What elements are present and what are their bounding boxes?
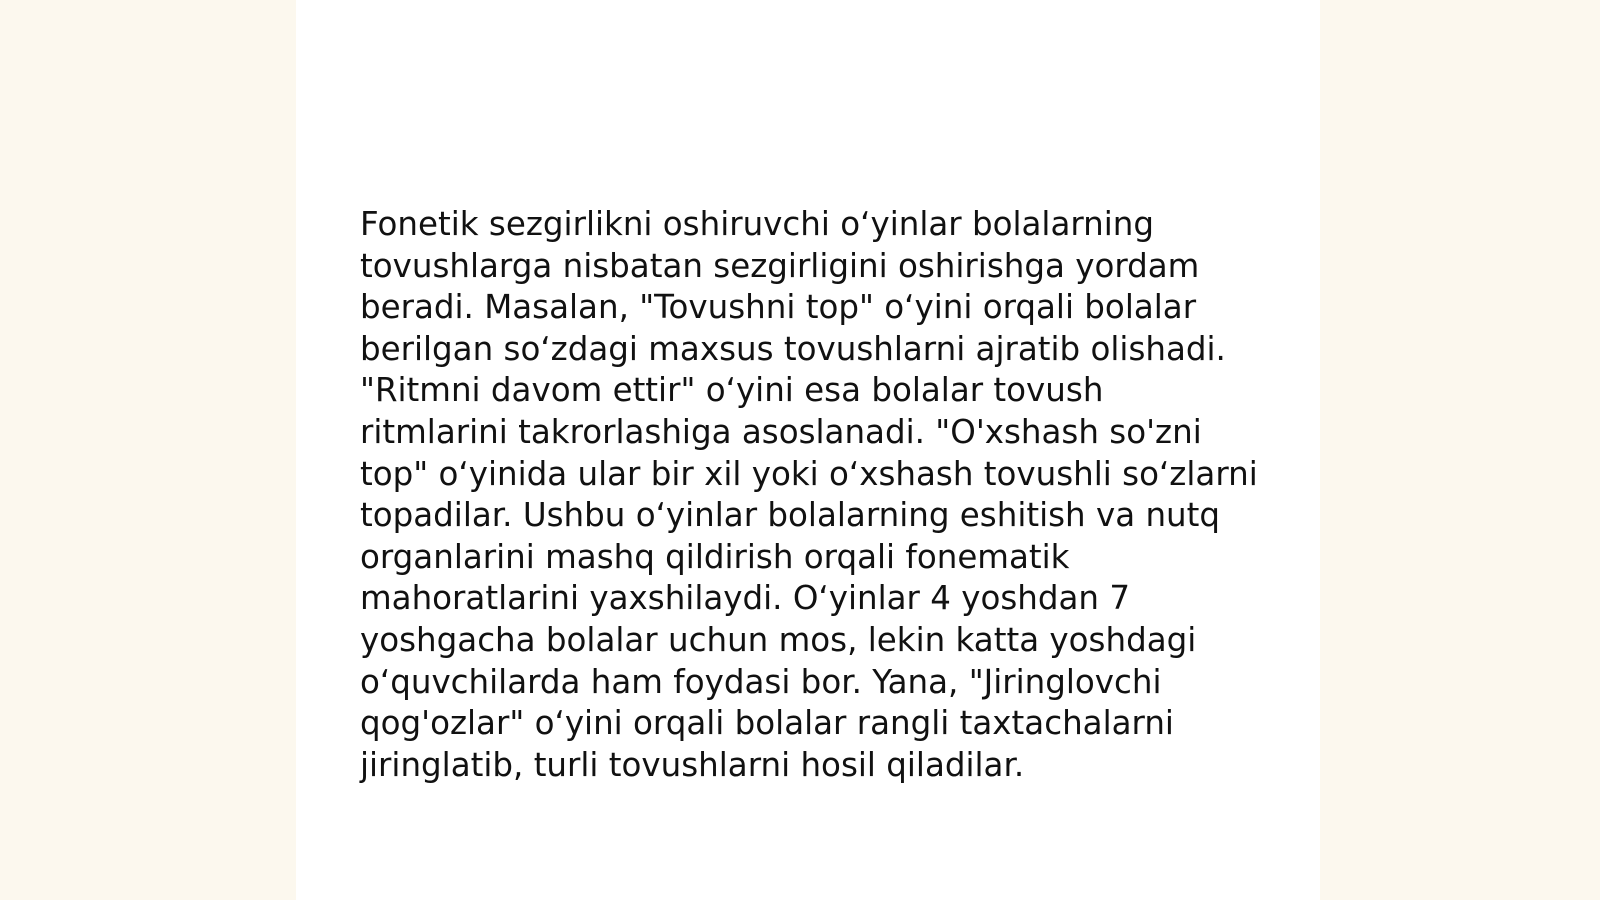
paragraph-line: tovushlarga nisbatan sezgirligini oshirishga yordam xyxy=(360,246,1200,285)
paragraph-line: berilgan so‘zdagi maxsus tovushlarni ajratib olishadi. xyxy=(360,329,1226,368)
body-paragraph xyxy=(360,204,1260,786)
paragraph-line: topadilar. Ushbu o‘yinlar bolalarning eshitish va nutq xyxy=(360,496,1221,535)
paragraph-line: "Ritmni davom ettir" o‘yini esa bolalar tovush xyxy=(360,371,1104,410)
paragraph-line: top" o‘yinida ular bir xil yoki o‘xshash tovushli so‘zlarni xyxy=(360,454,1258,493)
slide xyxy=(296,0,1320,900)
paragraph-line: mahoratlarini yaxshilaydi. O‘yinlar 4 yoshdan 7 xyxy=(360,579,1131,618)
paragraph-line: yoshgacha bolalar uchun mos, lekin katta yoshdagi xyxy=(360,620,1197,659)
paragraph-line: ritmlarini takrorlashiga asoslanadi. "O'xshash so'zni xyxy=(360,412,1202,451)
paragraph-line: Fonetik sezgirlikni oshiruvchi o‘yinlar bolalarning xyxy=(360,205,1155,243)
paragraph-line: beradi. Masalan, "Tovushni top" o‘yini orqali bolalar xyxy=(360,288,1197,327)
paragraph-line: organlarini mashq qildirish orqali fonematik xyxy=(360,537,1070,576)
paragraph-line: o‘quvchilarda ham foydasi bor. Yana, "Jiringlovchi xyxy=(360,662,1162,701)
paragraph-line: jiringlatib, turli tovushlarni hosil qiladilar. xyxy=(360,745,1025,784)
paragraph-line: qog'ozlar" o‘yini orqali bolalar rangli taxtachalarni xyxy=(360,704,1174,743)
